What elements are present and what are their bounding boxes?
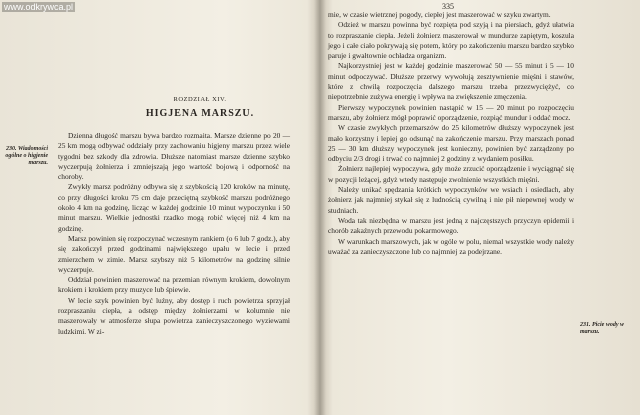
right-body-text <box>328 10 574 257</box>
paragraph: Żołnierz najlepiej wypoczywa, gdy może zrzucić oporządzenie i wyciągnąć się w pozycji leżącej, gdyż wtedy następuje zwolnienie wszystkich mięśni. <box>328 164 574 184</box>
paragraph: Zwykły marsz podróżny odbywa się z szybkością 120 kroków na minutę, co przy długości kroku 75 cm daje przeciętną szybkość marszu podróżnego około 4 km na godzinę, licząc w każdej godzinie 10 minut wypoczynku i 50 minut marszu. Wielkie jednostki rzadko mogą robić więcej niż 4 km na godzinę. <box>58 182 290 233</box>
paragraph: W czasie zwykłych przemarszów do 25 kilometrów dłuższy wypoczynek jest mało korzystny i lepiej go odsunąć na zakończenie marszu. Przy marszach ponad 25 — 30 km dłuższy wypoczynek jest konieczny, powinien być zarządzony po odbyciu 2/3 drogi i trwać co najmniej 2 godziny z wydaniem posiłku. <box>328 123 574 164</box>
paragraph: Marsz powinien się rozpoczynać wczesnym rankiem (o 6 lub 7 godz.), aby się zakończył przed godzinami największego upału w lecie i przed zmierzchem w zimie. Marsz szybszy niż 5 kilometrów na godzinę silnie wyczerpuje. <box>58 233 290 274</box>
paragraph: Woda tak niezbędna w marszu jest jedną z najczęstszych przyczyn epidemii i chorób zakaźnych przewodu pokarmowego. <box>328 215 574 236</box>
margin-note: 231. Picie wody w marszu. <box>580 322 624 335</box>
paragraph: W lecie szyk powinien być luźny, aby dostęp i ruch powietrza sprzyjał rozpraszaniu ciepła, a odstęp między żołnierzami w kolumnie nie maszerowały w atmosferze słupa powietrza zanieczyszczonego wyziewami ludzkimi. W zi- <box>58 295 290 336</box>
section-title: HIGJENA MARSZU. <box>145 108 255 119</box>
paragraph: W warunkach marszowych, jak w ogóle w polu, niemal wszystkie wody należy uważać za zanieczyszczone lub co najmniej za podejrzane. <box>328 236 574 256</box>
watermark: www.odkrywca.pl <box>4 2 74 12</box>
left-body-text <box>58 131 290 337</box>
right-page <box>322 0 640 415</box>
page-number: 335 <box>442 2 454 11</box>
paragraph: Oddział powinien maszerować na przemian równym krokiem, dowolnym krokiem i krokiem przy muzyce lub śpiewie. <box>58 275 290 295</box>
paragraph: mie, w czasie wietrznej pogody, ciepłej jest maszerować w szyku zwartym. <box>328 10 551 19</box>
paragraph: Należy unikać spędzania krótkich wypoczynków we wsiach i osiedlach, aby żołnierz jak najmniej stykał się z ludnością cywilną i nie pił niepewnej wody w studniach. <box>328 185 574 215</box>
paragraph: Pierwszy wypoczynek powinien nastąpić w 15 — 20 minut po rozpoczęciu marszu, aby żołnierz mógł poprawić oporządzenie, rozpiąć mundur i oddać mocz. <box>328 102 574 122</box>
paragraph: Najkorzystniej jest w każdej godzinie maszerować 50 — 55 minut i 5 — 10 minut odpoczywać. Dłuższe przerwy wywołują zesztywnienie mięśni i stawów, które z chwilą rozpoczęcia dalszego marszu trzeba przezwyciężyć, co niepotrzebnie zużywa energię i wpływa na zwiększenie zmęczenia. <box>328 61 574 102</box>
paragraph: Odzież w marszu powinna być rozpięta pod szyją i na piersiach, gdyż ułatwia to rozpraszanie ciepła. Jeżeli żołnierz maszerował w mundurze zapiętym, koszula jego i całe ciało pokrywają się potem, który po zakończeniu marszu bardzo szybko paruje i gwałtownie ochładza organizm. <box>328 20 574 61</box>
margin-note: 230. Wiadomości ogólne o higjenie marszu. <box>5 146 48 166</box>
left-page <box>0 0 318 415</box>
chapter-heading: ROZDZIAŁ XIV. <box>173 96 227 103</box>
paragraph: Dzienna długość marszu bywa bardzo rozmaita. Marsze dzienne po 20 — 25 km mogą odbywać oddziały przy zachowaniu higjeny marszu przez wiele tygodni bez szkody dla zdrowia. Dłuższe natomiast marsze dzienne szybko wyczerpują żołnierza i zmniejszają jego wartość bojową i odporność na choroby. <box>58 131 290 182</box>
